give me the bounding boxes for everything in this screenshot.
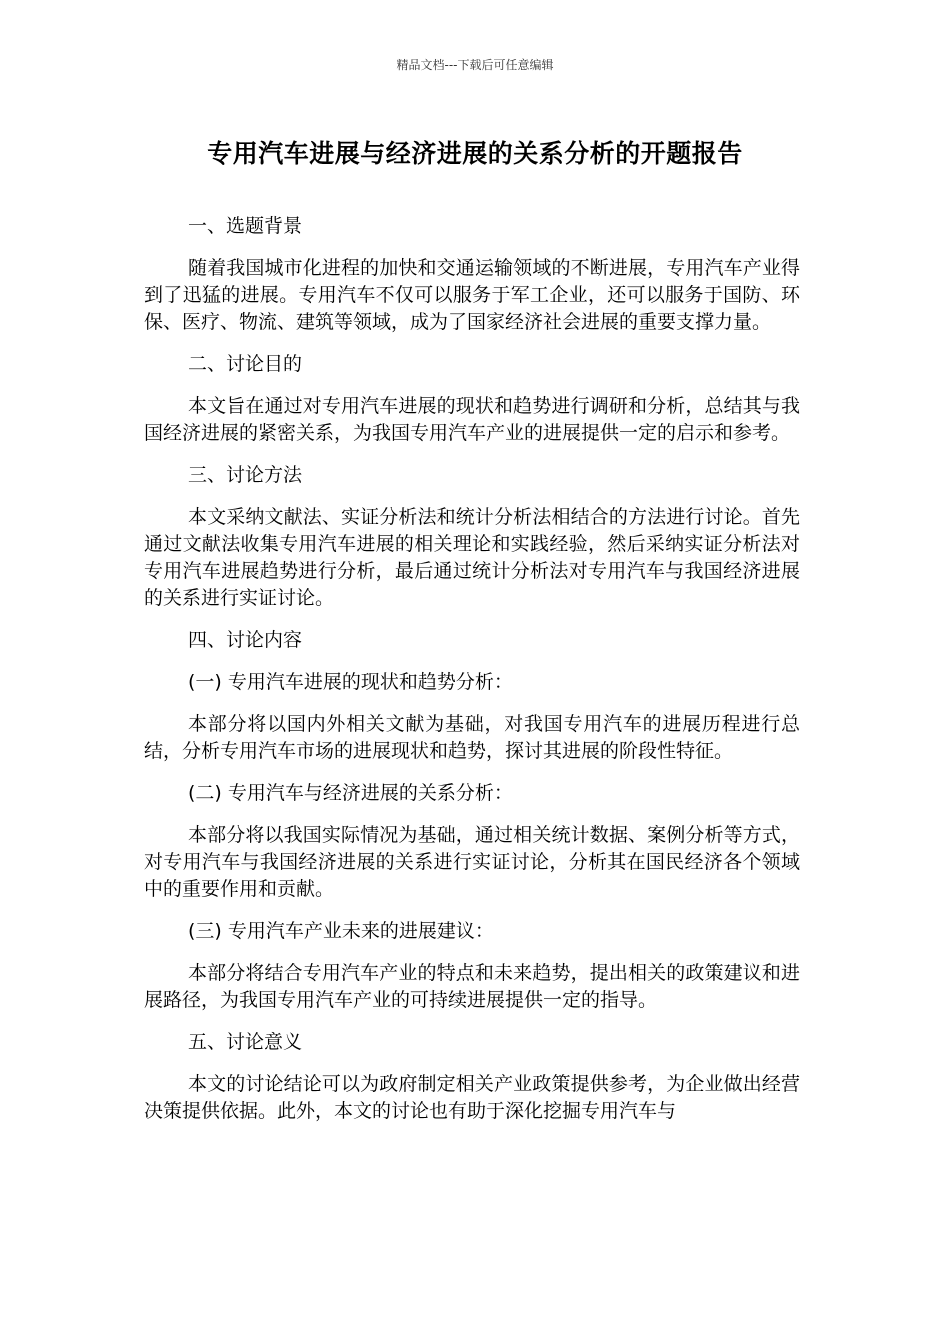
subsection-heading-relationship: (二) 专用汽车与经济进展的关系分析：	[188, 782, 513, 804]
subsection-heading-suggestions: (三) 专用汽车产业未来的进展建议：	[188, 920, 494, 942]
document-body	[144, 213, 800, 1140]
paragraph-relationship: 本部分将以我国实际情况为基础，通过相关统计数据、案例分析等方式，对专用汽车与我国经济进展的关系进行实证讨论，分析其在国民经济各个领域中的重要作用和贡献。	[144, 824, 800, 900]
paragraph-suggestions: 本部分将结合专用汽车产业的特点和未来趋势，提出相关的政策建议和进展路径，为我国专用汽车产业的可持续进展提供一定的指导。	[144, 962, 800, 1011]
paragraph-method: 本文采纳文献法、实证分析法和统计分析法相结合的方法进行讨论。首先通过文献法收集专用汽车进展的相关理论和实践经验，然后采纳实证分析法对专用汽车进展趋势进行分析，最后通过统计分析法对专用汽车与我国经济进展的关系进行实证讨论。	[144, 506, 800, 609]
subsection-heading-status: (一) 专用汽车进展的现状和趋势分析：	[188, 671, 513, 693]
section-heading-method: 三、讨论方法	[188, 464, 303, 486]
section-heading-significance: 五、讨论意义	[188, 1031, 303, 1053]
document-title: 专用汽车进展与经济进展的关系分析的开题报告	[207, 139, 743, 168]
paragraph-significance: 本文的讨论结论可以为政府制定相关产业政策提供参考，为企业做出经营决策提供依据。此外，本文的讨论也有助于深化挖掘专用汽车与	[144, 1073, 800, 1122]
section-heading-purpose: 二、讨论目的	[188, 353, 303, 375]
paragraph-purpose: 本文旨在通过对专用汽车进展的现状和趋势进行调研和分析，总结其与我国经济进展的紧密关系，为我国专用汽车产业的进展提供一定的启示和参考。	[144, 395, 800, 444]
page-header: 精品文档---下载后可任意编辑	[396, 58, 554, 72]
section-heading-background: 一、选题背景	[188, 215, 303, 237]
paragraph-status: 本部分将以国内外相关文献为基础，对我国专用汽车的进展历程进行总结，分析专用汽车市场的进展现状和趋势，探讨其进展的阶段性特征。	[144, 713, 800, 762]
paragraph-background: 随着我国城市化进程的加快和交通运输领域的不断进展，专用汽车产业得到了迅猛的进展。专用汽车不仅可以服务于军工企业，还可以服务于国防、环保、医疗、物流、建筑等领域，成为了国家经济社会进展的重要支撑力量。	[144, 257, 800, 333]
section-heading-content: 四、讨论内容	[188, 629, 303, 651]
